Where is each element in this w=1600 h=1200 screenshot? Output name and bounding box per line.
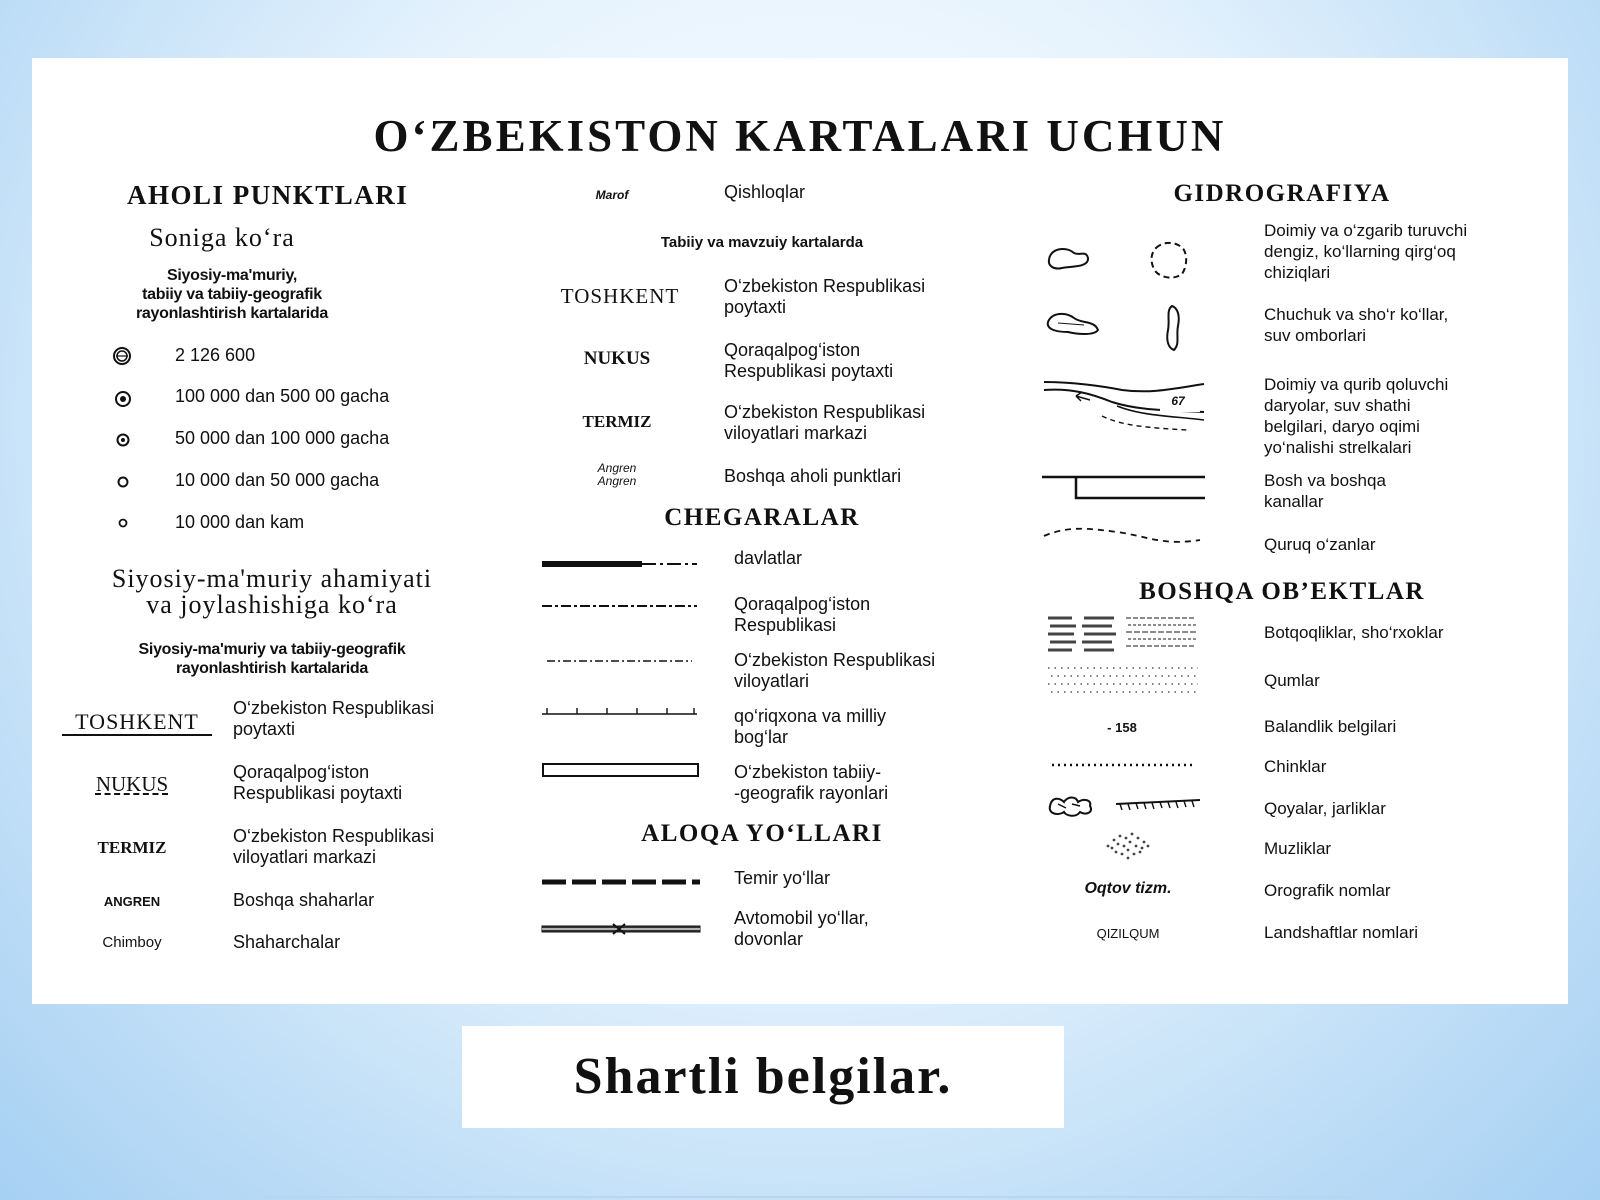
population-label-1: 2 126 600: [175, 345, 256, 365]
glacier-symbol: [1098, 828, 1158, 864]
canal-symbol: [1042, 474, 1207, 504]
boshqa-item-6-text: Muzliklar: [1264, 839, 1332, 858]
coastline-symbol: [1044, 238, 1204, 286]
qishloqlar-label: Qishloqlar: [724, 182, 806, 202]
boshqa-item-2-text: Qumlar: [1264, 671, 1320, 690]
population-symbol-largest: [112, 346, 132, 366]
sample-chimboy: Chimboy: [102, 934, 162, 951]
boshqa-obektlar-heading: BOSHQA OB’EKTLAR: [1139, 578, 1425, 605]
left-item-3-text: O‘zbekiston Respublikasi viloyatlari markazi: [233, 826, 435, 867]
left-item-4-text: Boshqa shaharlar: [233, 890, 375, 910]
gidro-item-3-text: Doimiy va qurib qoluvchi daryolar, suv shathi belgilari, daryo oqimi yo‘nalishi strelkalari: [1264, 375, 1449, 457]
cliff-symbol: [1046, 792, 1206, 818]
left-item-1-text: O‘zbekiston Respublikasi poytaxti: [233, 698, 435, 739]
lake-symbol: [1044, 302, 1204, 354]
swamp-symbol: [1046, 614, 1206, 654]
aholi-punktlari-heading: AHOLI PUNKTLARI: [127, 180, 409, 210]
legend-sheet: [32, 58, 1568, 1004]
chink-symbol: [1052, 762, 1192, 768]
boundary-qoriqxona-symbol: [542, 706, 697, 718]
mid-item-3-text: O‘zbekiston Respublikasi viloyatlari markazi: [724, 402, 926, 443]
population-symbol-medium: [115, 432, 131, 448]
boshqa-item-1-text: Botqoqliklar, sho‘rxoklar: [1264, 623, 1444, 642]
chegara-3-label: O‘zbekiston Respublikasi viloyatlari: [734, 650, 936, 691]
chegara-4-label: qo‘riqxona va milliy bog‘lar: [734, 706, 887, 747]
road-symbol: [542, 923, 700, 935]
sample-nukus-mid: NUKUS: [583, 348, 651, 369]
caption-box: [462, 1026, 1064, 1128]
avtomobil-yollar-label: Avtomobil yo‘llar, dovonlar: [734, 908, 869, 949]
ahamiyat-heading: Siyosiy-ma'muriy ahamiyati va joylashishiga ko‘ra: [111, 564, 433, 619]
sample-termiz-mid: TERMIZ: [582, 412, 652, 431]
boundary-tabiiy-geografik-symbol: [542, 762, 700, 778]
boshqa-item-4-text: Chinklar: [1264, 757, 1327, 776]
chegara-1-label: davlatlar: [734, 548, 803, 568]
legend-title: O‘ZBEKISTON KARTALARI UCHUN: [373, 111, 1227, 161]
gidrografiya-heading: GIDROGRAFIYA: [1173, 180, 1391, 207]
dry-riverbed-symbol: [1042, 524, 1202, 548]
population-label-3: 50 000 dan 100 000 gacha: [175, 428, 390, 448]
chegaralar-heading: CHEGARALAR: [664, 504, 860, 531]
left-item-5-text: Shaharchalar: [233, 932, 341, 952]
boshqa-item-5-text: Qoyalar, jarliklar: [1264, 799, 1386, 818]
ahamiyat-subheading: Siyosiy-ma'muriy va tabiiy-geografik rayonlashtirish kartalarida: [138, 641, 406, 677]
sand-symbol: [1048, 664, 1198, 700]
boundary-davlat-symbol: [542, 558, 697, 572]
tabiiy-mavzuiy-subheading: Tabiiy va mavzuiy kartalarda: [660, 234, 864, 251]
sample-termiz-left: TERMIZ: [97, 838, 167, 857]
mid-item-2-text: Qoraqalpog‘iston Respublikasi poytaxti: [724, 340, 894, 381]
population-symbol-large: [114, 390, 132, 408]
boundary-qoraqalpoq-symbol: [542, 603, 697, 609]
mid-item-1-text: O‘zbekiston Respublikasi poytaxti: [724, 276, 926, 317]
railway-symbol: [542, 878, 700, 886]
boshqa-item-3-text: Balandlik belgilari: [1264, 717, 1397, 736]
gidro-item-1-text: Doimiy va o‘zgarib turuvchi dengiz, ko‘llarning qirg‘oq chiziqlari: [1264, 221, 1468, 282]
population-symbol-small: [116, 475, 130, 489]
boshqa-item-7-text: Orografik nomlar: [1264, 881, 1391, 900]
balandlik-sample: - 158: [1107, 720, 1137, 735]
landshaft-sample: QIZILQUM: [1096, 926, 1160, 941]
caption-text: Shartli belgilar.: [573, 1048, 953, 1105]
gidro-item-5-text: Quruq o‘zanlar: [1264, 535, 1376, 554]
left-item-2-text: Qoraqalpog‘iston Respublikasi poytaxti: [233, 762, 403, 803]
gidro-item-4-text: Bosh va boshqa kanallar: [1264, 471, 1386, 511]
sample-toshkent-mid: TOSHKENT: [560, 284, 680, 308]
sample-toshkent-left: TOSHKENT: [62, 710, 212, 736]
river-level-label: 67: [1171, 394, 1185, 408]
sample-nukus-left: NUKUS: [95, 772, 169, 796]
boshqa-item-8-text: Landshaftlar nomlari: [1264, 923, 1419, 942]
population-label-5: 10 000 dan kam: [175, 512, 305, 532]
mid-item-4-text: Boshqa aholi punktlari: [724, 466, 902, 486]
sample-angren-mid: Angren Angren: [597, 461, 637, 488]
population-label-4: 10 000 dan 50 000 gacha: [175, 470, 380, 490]
soniga-subheading: Siyosiy-ma'muriy, tabiiy va tabiiy-geografik rayonlashtirish kartalarida: [136, 267, 328, 322]
sample-marof: Marof: [595, 188, 629, 202]
soniga-kora-heading: Soniga ko‘ra: [149, 223, 295, 252]
sample-angren-left: ANGREN: [103, 894, 161, 909]
chegara-5-label: O‘zbekiston tabiiy- -geografik rayonlari: [734, 762, 889, 803]
orografik-sample: Oqtov tizm.: [1084, 880, 1172, 897]
boundary-viloyat-symbol: [547, 658, 692, 664]
chegara-2-label: Qoraqalpog‘iston Respublikasi: [734, 594, 871, 635]
temir-yollar-label: Temir yo‘llar: [734, 868, 831, 888]
bottom-divider: [262, 1196, 1372, 1198]
gidro-item-2-text: Chuchuk va sho‘r ko‘llar, suv omborlari: [1264, 305, 1449, 345]
population-label-2: 100 000 dan 500 00 gacha: [175, 386, 390, 406]
population-symbol-smallest: [117, 517, 129, 529]
aloqa-yollari-heading: ALOQA YO‘LLARI: [641, 820, 883, 847]
